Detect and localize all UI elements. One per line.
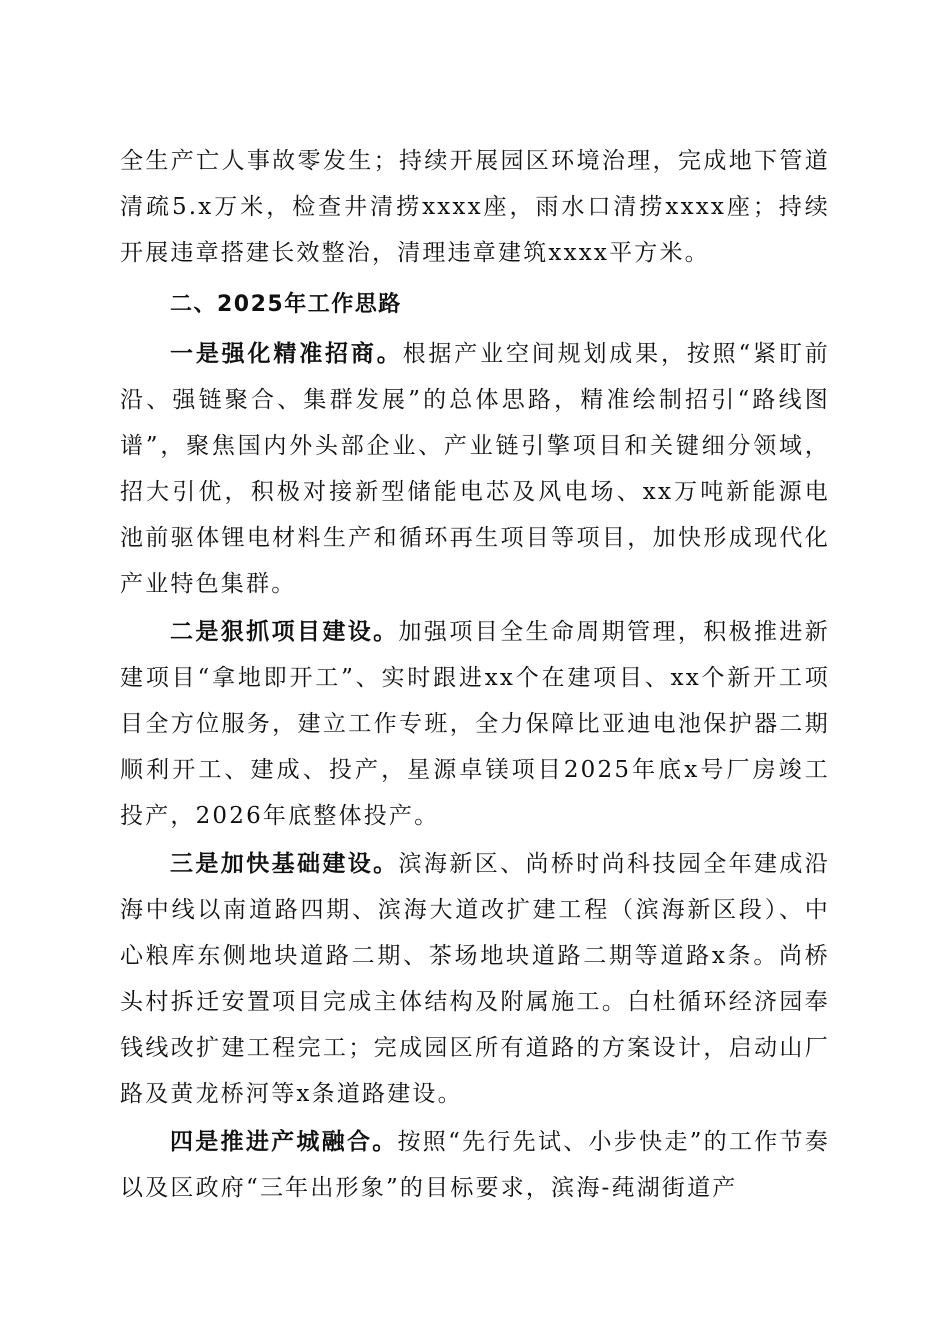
item-body-2: 加强项目全生命周期管理，积极推进新建项目“拿地即开工”、实时跟进xx个在建项目、xx个新开工项目全方位服务，建立工作专班，全力保障比亚迪电池保护器二期顺利开工、建成、投产，星源卓镁项目2025年底x号厂房竣工投产，2026年底整体投产。 [120, 619, 830, 829]
item-lead-3: 三是加快基础建设。 [170, 850, 399, 877]
opening-paragraph: 全生产亡人事故零发生；持续开展园区环境治理，完成地下管道清疏5.x万米，检查井清捞xxxx座，雨水口清捞xxxx座；持续开展违章搭建长效整治，清理违章建筑xxxx平方米。 [120, 148, 830, 266]
document-body [120, 138, 830, 1211]
item-paragraph-2 [120, 609, 830, 839]
item-paragraph-4 [120, 1119, 830, 1211]
item-body-4: 按照“先行先试、小步快走”的工作节奏以及区政府“三年出形象”的目标要求，滨海-莼湖街道产 [120, 1129, 830, 1201]
item-body-1: 根据产业空间规划成果，按照“紧盯前沿、强链聚合、集群发展”的总体思路，精准绘制招引“路线图谱”，聚焦国内外头部企业、产业链引擎项目和关键细分领域，招大引优，积极对接新型储能电芯及风电场、xx万吨新能源电池前驱体锂电材料生产和循环再生项目等项目，加快形成现代化产业特色集群。 [120, 341, 830, 597]
item-lead-1: 一是强化精准招商。 [170, 340, 403, 367]
item-lead-4: 四是推进产城融合。 [170, 1128, 398, 1155]
section-heading: 二、2025年工作思路 [170, 292, 402, 317]
item-paragraph-1 [120, 331, 830, 607]
item-lead-2: 二是狠抓项目建设。 [170, 618, 399, 645]
item-paragraph-3 [120, 841, 830, 1117]
item-body-3: 滨海新区、尚桥时尚科技园全年建成沿海中线以南道路四期、滨海大道改扩建工程（滨海新区段）、中心粮库东侧地块道路二期、茶场地块道路二期等道路x条。尚桥头村拆迁安置项目完成主体结构及附属施工。白杜循环经济园奉钱线改扩建工程完工；完成园区所有道路的方案设计，启动山厂路及黄龙桥河等x条道路建设。 [120, 851, 830, 1107]
